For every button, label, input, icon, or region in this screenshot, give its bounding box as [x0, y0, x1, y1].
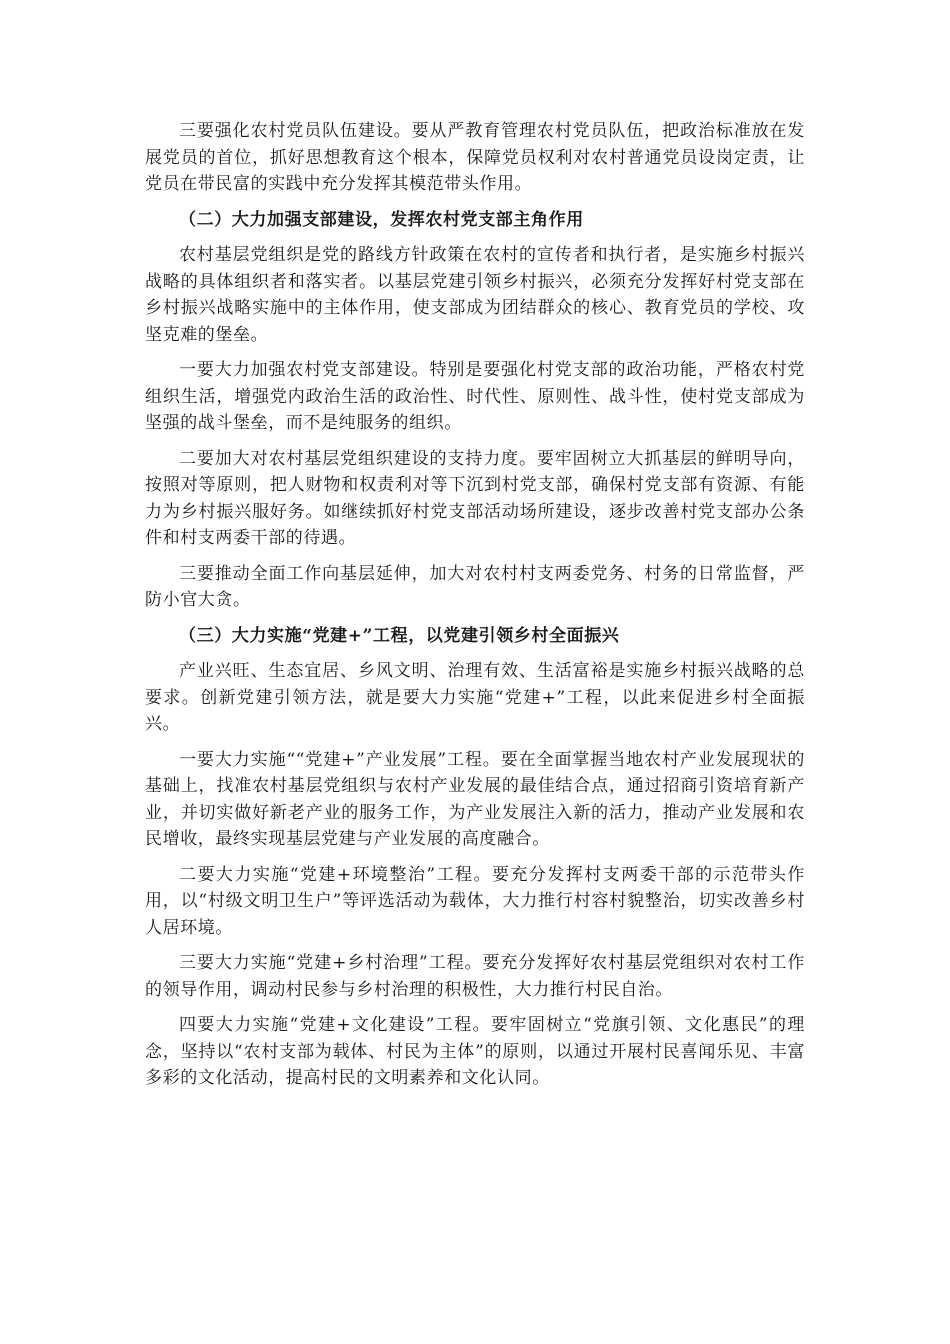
- paragraph-general-requirements: 产业兴旺、生态宜居、乡风文明、治理有效、生活富裕是实施乡村振兴战略的总要求。创新党建引领方法，就是要大力实施“党建+”工程，以此来促进乡村全面振兴。: [145, 661, 805, 734]
- paragraph-grassroots-organization: 农村基层党组织是党的路线方针政策在农村的宣传者和执行者，是实施乡村振兴战略的具体组织者和落实者。以基层党建引领乡村振兴，必须充分发挥好村党支部在乡村振兴战略实施中的主体作用，使支部成为团结群众的核心、教育党员的学校、攻坚克难的堡垒。: [145, 245, 805, 345]
- section-heading-2: （二）大力加强支部建设，发挥农村党支部主角作用: [179, 209, 584, 230]
- paragraph-extend-work: 三要推动全面工作向基层延伸，加大对农村村支两委党务、村务的日常监督，严防小官大贪。: [145, 563, 805, 610]
- paragraph-rural-governance: 三要大力实施“党建+乡村治理”工程。要充分发挥好农村基层党组织对农村工作的领导作用，调动村民参与乡村治理的积极性，大力推行村民自治。: [145, 953, 805, 1000]
- paragraph-industry-development: 一要大力实施““党建+”产业发展”工程。要在全面掌握当地农村产业发展现状的基础上，找准农村基层党组织与农村产业发展的最佳结合点，通过招商引资培育新产业，并切实做好新老产业的服务工作，为产业发展注入新的活力，推动产业发展和农民增收，最终实现基层党建与产业发展的高度融合。: [145, 749, 805, 849]
- paragraph-strengthen-branch: 一要大力加强农村党支部建设。特别是要强化村党支部的政治功能，严格农村党组织生活，增强党内政治生活的政治性、时代性、原则性、战斗性，使村党支部成为坚强的战斗堡垒，而不是纯服务的组织。: [145, 360, 805, 433]
- paragraph-party-member-team: 三要强化农村党员队伍建设。要从严教育管理农村党员队伍，把政治标准放在发展党员的首位，抓好思想教育这个根本，保障党员权利对农村普通党员设岗定责，让党员在带民富的实践中充分发挥其模范带头作用。: [145, 121, 805, 194]
- section-heading-3: （三）大力实施“党建+”工程，以党建引领乡村全面振兴: [179, 625, 620, 646]
- document-body: [145, 118, 805, 1101]
- paragraph-environment-improvement: 二要大力实施“党建+环境整治”工程。要充分发挥村支两委干部的示范带头作用，以“村级文明卫生户”等评选活动为载体，大力推行村容村貌整治，切实改善乡村人居环境。: [145, 864, 805, 938]
- paragraph-cultural-construction: 四要大力实施“党建+文化建设”工程。要牢固树立“党旗引领、文化惠民”的理念，坚持以“农村支部为载体、村民为主体”的原则，以通过开展村民喜闻乐见、丰富多彩的文化活动，提高村民的文明素养和文化认同。: [145, 1015, 805, 1088]
- paragraph-support-branch: 二要加大对农村基层党组织建设的支持力度。要牢固树立大抓基层的鲜明导向，按照对等原则，把人财物和权责利对等下沉到村党支部，确保村党支部有资源、有能力为乡村振兴服好务。如继续抓好村党支部活动场所建设，逐步改善村党支部办公条件和村支两委干部的待遇。: [145, 448, 805, 548]
